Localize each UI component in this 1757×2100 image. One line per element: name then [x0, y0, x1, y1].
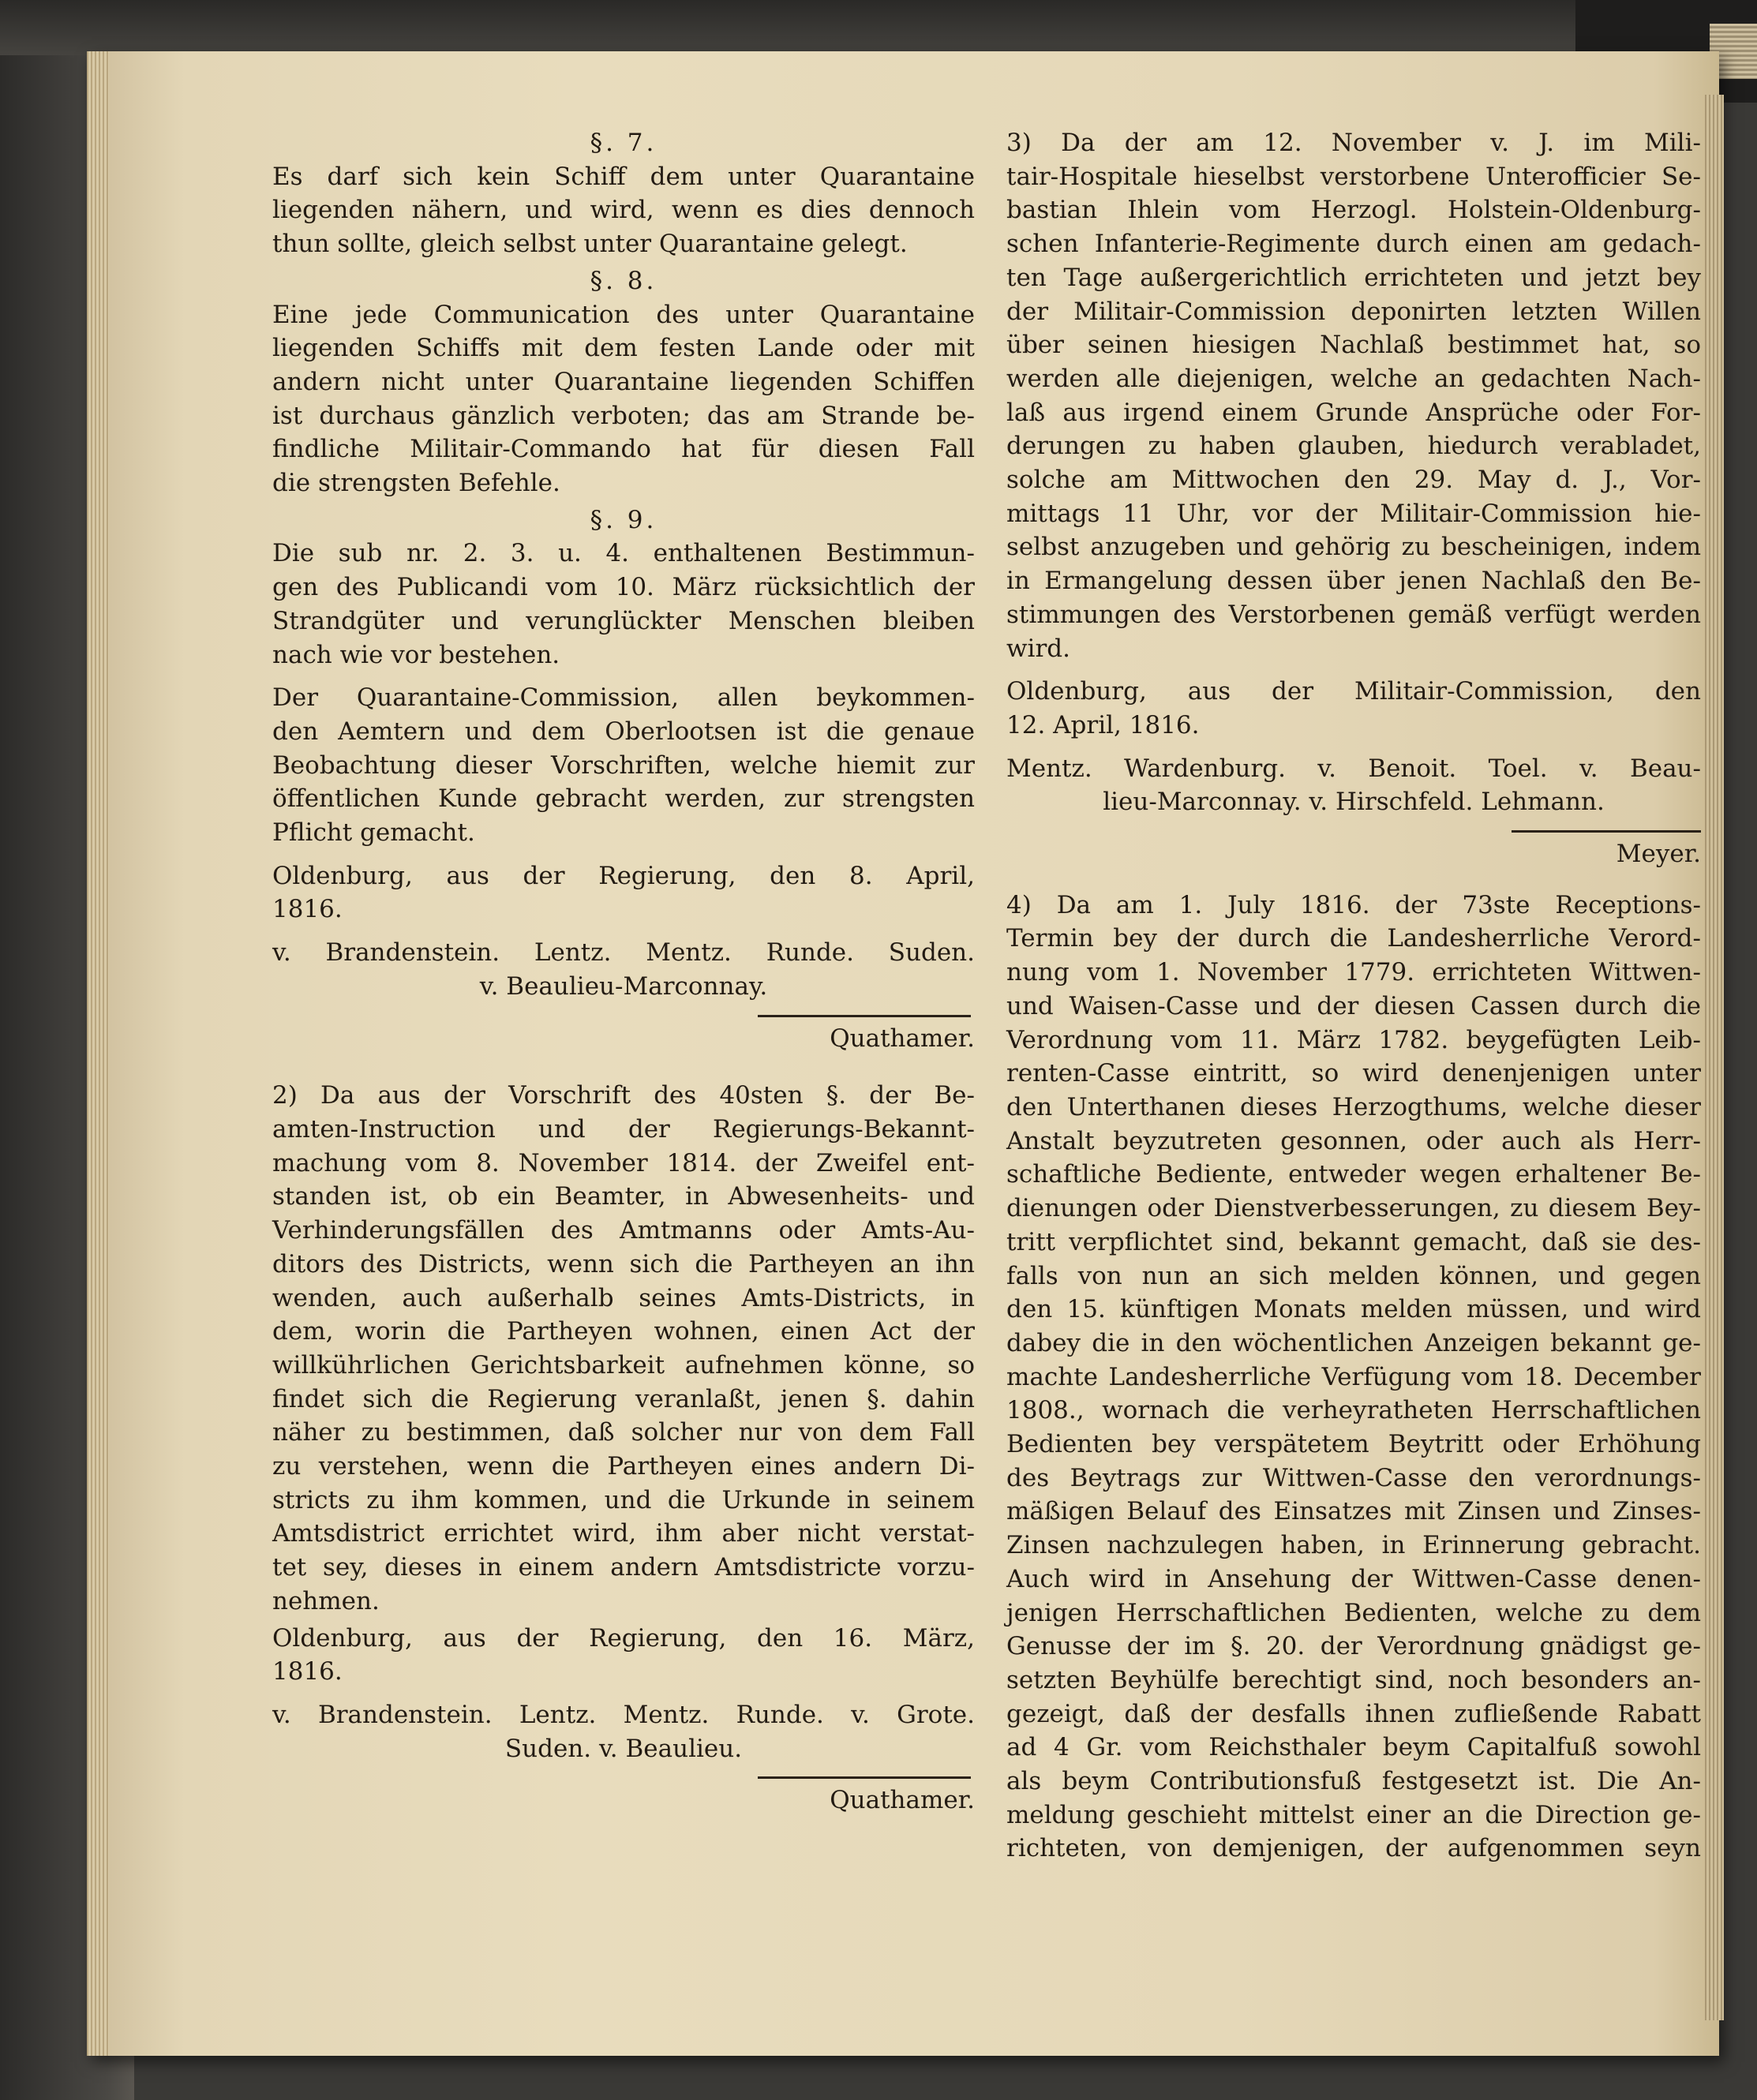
text-line: thun sollte, gleich selbst unter Quarantaine gelegt.	[272, 230, 908, 259]
text-line: derungen zu haben glauben, hiedurch verabladet,	[1006, 432, 1701, 461]
text-line: und Waisen-Casse und der diesen Cassen durch die	[1006, 991, 1701, 1020]
text-line: jenigen Herrschaftlichen Bedienten, welche zu dem	[1006, 1598, 1701, 1627]
text-line: dabey die in den wöchentlichen Anzeigen bekannt ge-	[1006, 1328, 1701, 1357]
text-line: 1816.	[272, 895, 343, 924]
text-line: 1808., wornach die verheyratheten Herrschaftlichen	[1006, 1396, 1701, 1425]
text-line: standen ist, ob ein Beamter, in Abwesenheits- und	[272, 1182, 975, 1211]
text-line: selbst anzugeben und gehörig zu bescheinigen, indem	[1006, 533, 1701, 562]
text-line: tet sey, dieses in einem andern Amtsdistricte vorzu-	[272, 1553, 975, 1582]
signature-rule	[758, 1776, 971, 1779]
text-line: über seinen hiesigen Nachlaß bestimmet hat, so	[1006, 331, 1701, 360]
page-stack-right-edge	[1705, 95, 1724, 2020]
text-line: 4) Da am 1. July 1816. der 73ste Receptions-	[1006, 890, 1701, 919]
text-line: 3) Da der am 12. November v. J. im Mili-	[1006, 129, 1701, 157]
text-line: stimmungen des Verstorbenen gemäß verfügt werden	[1006, 600, 1701, 629]
text-line: Pflicht gemacht.	[272, 818, 475, 848]
item-2-paragraph	[272, 1079, 975, 1618]
signer-1: Quathamer.	[830, 1024, 975, 1053]
text-line: willkührlichen Gerichtsbarkeit aufnehmen könne, so	[272, 1350, 975, 1379]
signature-rule	[1512, 830, 1701, 833]
section-8-text	[272, 298, 975, 500]
item-3-paragraph	[1006, 126, 1701, 665]
text-line: renten-Casse eintritt, so wird denenjenigen unter	[1006, 1059, 1701, 1088]
text-line: 2) Da aus der Vorschrift des 40sten §. der Be-	[272, 1081, 975, 1110]
text-line: Verhinderungsfällen des Amtmanns oder Amts-Au-	[272, 1216, 975, 1245]
text-line: tair-Hospitale hieselbst verstorbene Unterofficier Se-	[1006, 162, 1701, 191]
text-line: Genusse der im §. 20. der Verordnung gnädigst ge-	[1006, 1632, 1701, 1661]
text-line: nung vom 1. November 1779. errichteten Wittwen-	[1006, 958, 1701, 987]
text-line: bastian Ihlein vom Herzogl. Holstein-Oldenburg-	[1006, 196, 1701, 225]
text-line: mittags 11 Uhr, vor der Militair-Commission hie-	[1006, 499, 1701, 528]
text-line: ditors des Districts, wenn sich die Partheyen an ihn	[272, 1249, 975, 1278]
text-line: 12. April, 1816.	[1006, 710, 1200, 739]
text-line: setzten Beyhülfe berechtigt sind, noch besonders an-	[1006, 1665, 1701, 1694]
text-line: Termin bey der durch die Landesherrliche Verord-	[1006, 924, 1701, 953]
text-line: Strandgüter und verunglückter Menschen bleiben	[272, 606, 975, 635]
text-line: wenden, auch außerhalb seines Amts-Districts, in	[272, 1283, 975, 1312]
text-line: der Militair-Commission deponirten letzten Willen	[1006, 297, 1701, 326]
text-line: Die sub nr. 2. 3. u. 4. enthaltenen Bestimmun-	[272, 539, 975, 568]
dateline-1	[272, 859, 975, 926]
text-line: dem, worin die Partheyen wohnen, einen Act der	[272, 1317, 975, 1346]
text-line: machte Landesherrliche Verfügung vom 18. December	[1006, 1362, 1701, 1391]
scan-background-top	[0, 0, 1757, 55]
quarantine-paragraph	[272, 681, 975, 850]
text-line: wird.	[1006, 634, 1070, 663]
text-line: Zinsen nachzulegen haben, in Erinnerung gebracht.	[1006, 1531, 1701, 1560]
text-line: ad 4 Gr. vom Reichsthaler beym Capitalfuß sowohl	[1006, 1733, 1701, 1762]
text-line: gen des Publicandi vom 10. März rücksichtlich der	[272, 573, 975, 602]
page-stack-left-edge	[87, 51, 109, 2056]
text-line: Bedienten bey verspätetem Beytritt oder Erhöhung	[1006, 1430, 1701, 1459]
text-line: in Ermangelung dessen über jenen Nachlaß den Be-	[1006, 567, 1701, 596]
text-line: falls von nun an sich melden können, und gegen	[1006, 1261, 1701, 1290]
text-line: Der Quarantaine-Commission, allen beykommen-	[272, 683, 975, 713]
dateline-2	[272, 1622, 975, 1689]
text-line: liegenden Schiffs mit dem festen Lande oder mit	[272, 334, 975, 363]
text-line: liegenden nähern, und wird, wenn es dies dennoch	[272, 196, 975, 225]
text-line: solche am Mittwochen den 29. May d. J., Vor-	[1006, 466, 1701, 495]
text-line: richteten, von demjenigen, der aufgenommen seyn	[1006, 1834, 1701, 1863]
right-column	[1006, 126, 1701, 1866]
text-line: findet sich die Regierung veranlaßt, jenen §. dahin	[272, 1384, 975, 1413]
text-line: näher zu bestimmen, daß solcher nur von dem Fall	[272, 1418, 975, 1447]
section-9-text	[272, 537, 975, 672]
text-line: Oldenburg, aus der Regierung, den 16. März,	[272, 1623, 975, 1653]
dateline-3	[1006, 675, 1701, 742]
text-line: den Unterthanen dieses Herzogthums, welche dieser	[1006, 1092, 1701, 1121]
section-7-text	[272, 160, 975, 261]
text-line: Mentz. Wardenburg. v. Benoit. Toel. v. Beau-	[1006, 754, 1701, 783]
text-line: Suden. v. Beaulieu.	[504, 1734, 743, 1763]
text-line: den Aemtern und dem Oberlootsen ist die genaue	[272, 717, 975, 746]
text-line: werden alle diejenigen, welche an gedachten Nach-	[1006, 364, 1701, 393]
text-line: Verordnung vom 11. März 1782. beygefügten Leib-	[1006, 1025, 1701, 1054]
text-line: schaftliche Bediente, entweder wegen erhaltener Be-	[1006, 1160, 1701, 1189]
section-9-heading: §. 9.	[590, 505, 657, 534]
text-line: öffentlichen Kunde gebracht werden, zur strengsten	[272, 784, 975, 814]
text-line: ten Tage außergerichtlich errichteten und jetzt bey	[1006, 263, 1701, 292]
signatories-3	[1006, 752, 1701, 819]
text-line: Es darf sich kein Schiff dem unter Quarantaine	[272, 162, 975, 191]
signature-rule	[758, 1015, 971, 1017]
signatories-1	[272, 936, 975, 1003]
text-line: stricts zu ihm kommen, und die Urkunde in seinem	[272, 1485, 975, 1514]
text-line: v. Brandenstein. Lentz. Mentz. Runde. Suden.	[272, 938, 975, 968]
text-line: lieu-Marconnay. v. Hirschfeld. Lehmann.	[1103, 788, 1605, 817]
text-line: Oldenburg, aus der Militair-Commission, den	[1006, 677, 1701, 706]
text-line: Amtsdistrict errichtet wird, ihm aber nicht verstat-	[272, 1519, 975, 1548]
text-line: meldung geschieht mittelst einer an die Direction ge-	[1006, 1800, 1701, 1829]
text-line: v. Brandenstein. Lentz. Mentz. Runde. v. Grote.	[272, 1700, 975, 1729]
signer-2: Quathamer.	[830, 1786, 975, 1815]
text-line: zu verstehen, wenn die Partheyen eines andern Di-	[272, 1452, 975, 1481]
text-line: laß aus irgend einem Grunde Ansprüche oder For-	[1006, 398, 1701, 427]
text-line: findliche Militair-Commando hat für diesen Fall	[272, 435, 975, 464]
signer-3: Meyer.	[1616, 840, 1701, 869]
section-7-heading: §. 7.	[590, 129, 657, 157]
text-line: als beym Contributionsfuß festgesetzt ist. Die An-	[1006, 1767, 1701, 1796]
text-line: tritt verpflichtet sind, bekannt gemacht, daß sie des-	[1006, 1227, 1701, 1256]
text-line: schen Infanterie-Regimente durch einen am gedach-	[1006, 230, 1701, 259]
text-line: dienungen oder Dienstverbesserungen, zu diesem Bey-	[1006, 1194, 1701, 1223]
text-line: Auch wird in Ansehung der Wittwen-Casse denen-	[1006, 1564, 1701, 1593]
text-line: den 15. künftigen Monats melden müssen, und wird	[1006, 1295, 1701, 1324]
text-line: des Beytrags zur Wittwen-Casse den verordnungs-	[1006, 1463, 1701, 1492]
text-line: 1816.	[272, 1657, 343, 1686]
text-line: die strengsten Befehle.	[272, 469, 560, 498]
section-8-heading: §. 8.	[590, 266, 657, 295]
text-line: Anstalt beyzutreten gesonnen, oder auch als Herr-	[1006, 1126, 1701, 1155]
text-line: ist durchaus gänzlich verboten; das am Strande be-	[272, 401, 975, 430]
text-line: nehmen.	[272, 1586, 380, 1615]
text-line: mäßigen Belauf des Einsatzes mit Zinsen und Zinses-	[1006, 1497, 1701, 1526]
signatories-2	[272, 1698, 975, 1765]
text-line: machung vom 8. November 1814. der Zweifel ent-	[272, 1148, 975, 1177]
text-line: nach wie vor bestehen.	[272, 640, 560, 669]
text-line: gezeigt, daß der desfalls ihnen zufließende Rabatt	[1006, 1699, 1701, 1728]
text-line: Beobachtung dieser Vorschriften, welche hiemit zur	[272, 751, 975, 780]
text-line: Oldenburg, aus der Regierung, den 8. April,	[272, 861, 975, 890]
left-column	[272, 126, 975, 1817]
text-line: v. Beaulieu-Marconnay.	[479, 971, 768, 1001]
text-line: amten-Instruction und der Regierungs-Bekannt-	[272, 1114, 975, 1144]
text-line: andern nicht unter Quarantaine liegenden Schiffen	[272, 367, 975, 396]
text-line: Eine jede Communication des unter Quarantaine	[272, 300, 975, 329]
item-4-paragraph	[1006, 889, 1701, 1866]
